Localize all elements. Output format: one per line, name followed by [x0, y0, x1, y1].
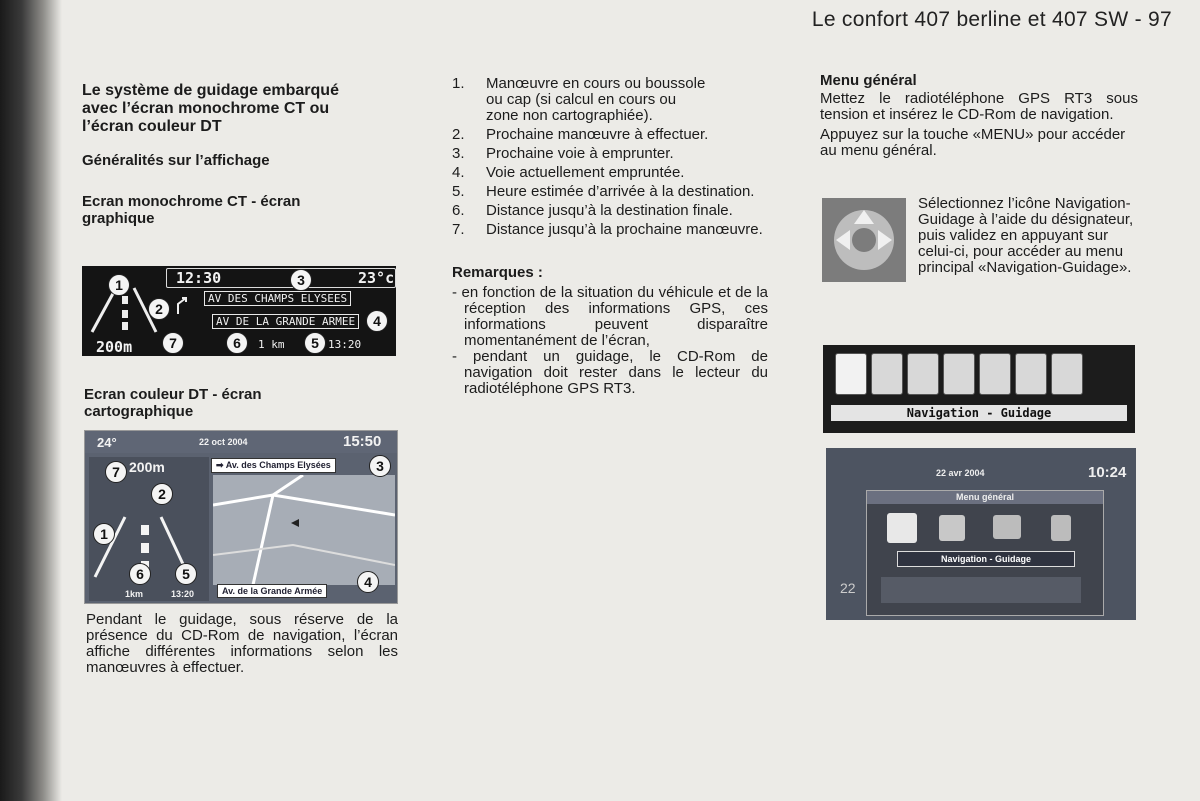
navigation-menu-icon [835, 353, 867, 395]
navigation-guidage-icon [822, 198, 906, 282]
cmenu-date: 22 avr 2004 [936, 468, 985, 478]
phone-menu-icon [979, 353, 1011, 395]
remarks-title: Remarques : [452, 264, 543, 281]
color-marker-3: 3 [369, 455, 391, 477]
legend-number: 2. [452, 126, 465, 143]
cmenu-window [866, 490, 1104, 616]
marker-1: 1 [108, 274, 130, 296]
remark-item: - en fonction de la situation du véhicule et de la réception des informations GPS, ces informations peuvent disparaître momentanément de l’écran, [452, 284, 768, 349]
marker-7: 7 [162, 332, 184, 354]
directory-menu-icon [943, 353, 975, 395]
legend-list [452, 76, 768, 238]
column-left [82, 82, 398, 227]
marker-2: 2 [148, 298, 170, 320]
color-map [213, 475, 395, 585]
legend-item [452, 203, 786, 219]
roundabout-icon [822, 198, 906, 282]
color-next-road: ➡ Av. des Champs Elysées [211, 458, 336, 473]
audio-menu-icon [871, 353, 903, 395]
mono-distance: 200m [96, 338, 133, 356]
mono-time: 12:30 [176, 269, 222, 287]
cmenu-time: 10:24 [1088, 464, 1127, 481]
config-menu-icon [1015, 353, 1047, 395]
legend-text: Heure estimée d’arrivée à la destination. [486, 183, 755, 200]
legend-item [452, 165, 768, 181]
legend-item [452, 184, 756, 200]
marker-5: 5 [304, 332, 326, 354]
color-date: 22 oct 2004 [199, 437, 248, 447]
color-marker-1: 1 [93, 523, 115, 545]
menu-bar-label: Navigation - Guidage [831, 405, 1127, 421]
marker-6: 6 [226, 332, 248, 354]
marker-4: 4 [366, 310, 388, 332]
menu-bar-illustration [823, 345, 1135, 433]
color-screen-illustration [84, 430, 398, 604]
legend-number: 5. [452, 183, 465, 200]
remark-item: - pendant un guidage, le CD-Rom de navigation doit rester dans le lecteur du radiotéléphone GPS RT3. [452, 348, 768, 397]
legend-item [452, 127, 726, 143]
column-middle [452, 76, 768, 397]
color-distance: 200m [129, 459, 165, 475]
cmenu-book-icon [1051, 515, 1071, 541]
mono-current-road: AV DE LA GRANDE ARMEE [212, 314, 359, 329]
legend-number: 4. [452, 164, 465, 181]
color-menu-illustration [826, 448, 1136, 620]
map-roads [213, 475, 395, 585]
legend-text: Distance jusqu’à la destination finale. [486, 202, 733, 219]
mono-km: 1 km [258, 338, 285, 351]
section-title: Le système de guidage embarqué avec l’écran monochrome CT ou l’écran couleur DT [82, 82, 339, 135]
color-marker-7: 7 [105, 461, 127, 483]
marker-3: 3 [290, 269, 312, 291]
color-km: 1km [125, 589, 144, 599]
climate-menu-icon [1051, 353, 1083, 395]
color-eta: 13:20 [171, 589, 195, 599]
cmenu-side-number: 22 [840, 580, 856, 596]
instruction-menu: Appuyez sur la touche «MENU» pour accéder au menu général. [820, 126, 1126, 159]
subsection-display: Généralités sur l’affichage [82, 152, 270, 169]
menu-general-title: Menu général [820, 72, 917, 89]
color-marker-6: 6 [129, 563, 151, 585]
book-spine-shadow [0, 0, 62, 801]
color-marker-5: 5 [175, 563, 197, 585]
page-header: Le confort 407 berline et 407 SW - 97 [811, 8, 1172, 31]
cmenu-title: Menu général [867, 491, 1103, 504]
legend-text: Prochaine manœuvre à effectuer. [486, 126, 709, 143]
cmenu-label: Navigation - Guidage [897, 551, 1075, 567]
mono-temperature: 23°c [358, 269, 395, 287]
cmenu-computer-icon [993, 515, 1021, 539]
turn-arrow-icon [174, 294, 194, 316]
legend-item [452, 76, 706, 124]
fuel-menu-icon [907, 353, 939, 395]
legend-number: 1. [452, 75, 465, 92]
cmenu-audio-icon [939, 515, 965, 541]
color-marker-2: 2 [151, 483, 173, 505]
mono-eta: 13:20 [328, 338, 362, 351]
instruction-select: Sélectionnez l’icône Navigation-Guidage à l’aide du désignateur, puis validez en appuyant sur celui-ci, pour accéder au menu principal «Navigation-Guidage». [918, 195, 1134, 276]
column-right [820, 72, 1138, 159]
legend-number: 7. [452, 221, 465, 238]
cmenu-nav-icon [887, 513, 917, 543]
legend-text: Prochaine voie à emprunter. [486, 145, 674, 162]
color-current-road: Av. de la Grande Armée [217, 584, 327, 598]
legend-item [452, 146, 768, 162]
legend-number: 3. [452, 145, 465, 162]
legend-text: Distance jusqu’à la prochaine manœuvre. [486, 221, 763, 238]
mono-next-road: AV DES CHAMPS ELYSEES [204, 291, 351, 306]
subsection-color: Ecran couleur DT - écran cartographique [84, 386, 262, 420]
color-time: 15:50 [343, 433, 382, 450]
legend-number: 6. [452, 202, 465, 219]
cmenu-bottom-icons [881, 577, 1081, 603]
color-marker-4: 4 [357, 571, 379, 593]
subsection-monochrome: Ecran monochrome CT - écran graphique [82, 193, 301, 227]
legend-text: Voie actuellement empruntée. [486, 164, 685, 181]
legend-item [452, 222, 776, 238]
monochrome-screen-illustration [82, 266, 396, 356]
instruction-power: Mettez le radiotéléphone GPS RT3 sous tension et insérez le CD-Rom de navigation. [820, 90, 1138, 123]
guidance-paragraph: Pendant le guidage, sous réserve de la présence du CD-Rom de navigation, l’écran affiche différentes informations selon les manœuvres à effectuer. [86, 611, 398, 676]
color-temperature: 24° [97, 435, 117, 450]
legend-text: Manœuvre en cours ou boussole ou cap (si calcul en cours ou zone non cartographiée). [486, 75, 706, 124]
